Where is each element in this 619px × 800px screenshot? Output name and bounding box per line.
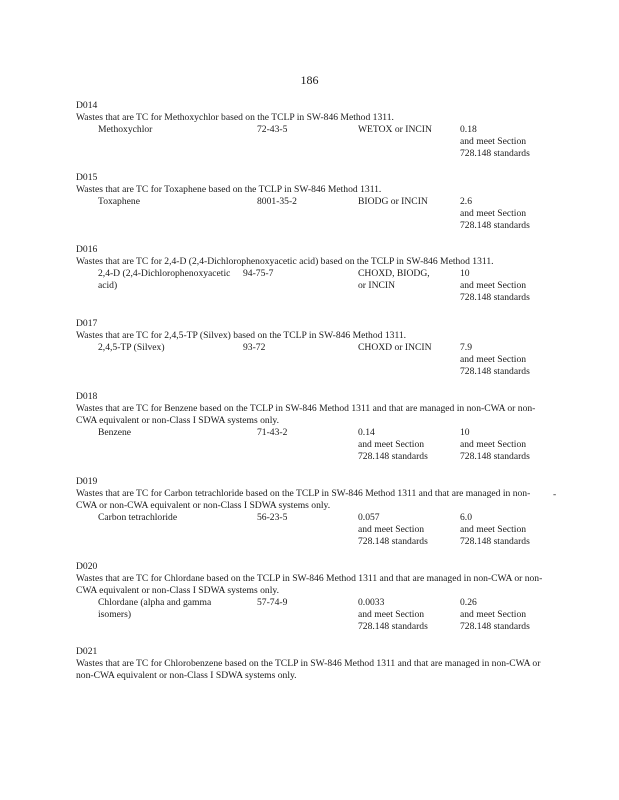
constituent-name: Methoxychlor [98, 124, 153, 135]
waste-entry-d014 [76, 100, 546, 160]
constituent-row [76, 196, 546, 232]
waste-code: D016 [76, 244, 98, 255]
waste-entry-d017 [76, 318, 546, 378]
constituent-name: 2,4,5-TP (Silvex) [98, 342, 165, 353]
nonwastewater-standard: 2.6 and meet Section 728.148 standards [460, 196, 530, 231]
waste-description: Wastes that are TC for Chlorobenzene based on the TCLP in SW-846 Method 1311 and that are managed in non-CWA or non-CWA equivalent or non-Class I SDWA systems only. [76, 658, 541, 681]
cas-number: 8001-35-2 [257, 196, 297, 207]
constituent-row [76, 597, 546, 633]
wastewater-standard: 0.0033 and meet Section 728.148 standards [358, 597, 428, 632]
waste-entry-d021 [76, 646, 546, 682]
nonwastewater-standard: 0.26 and meet Section 728.148 standards [460, 597, 530, 632]
waste-description: Wastes that are TC for Methoxychlor based on the TCLP in SW-846 Method 1311. [76, 112, 394, 123]
constituent-name: Chlordane (alpha and gamma isomers) [98, 597, 212, 620]
waste-entry-d020 [76, 561, 546, 633]
wastewater-standard: CHOXD, BIODG, or INCIN [358, 268, 430, 291]
waste-description: Wastes that are TC for Benzene based on the TCLP in SW-846 Method 1311 and that are managed in non-CWA or non-CWA equivalent or non-Class I SDWA systems only. [76, 403, 536, 426]
cas-number: 57-74-9 [257, 597, 288, 608]
waste-description: Wastes that are TC for 2,4,5-TP (Silvex) based on the TCLP in SW-846 Method 1311. [76, 330, 407, 341]
cas-number: 93-72 [243, 342, 266, 353]
waste-description: Wastes that are TC for Chlordane based on the TCLP in SW-846 Method 1311 and that are managed in non-CWA or non-CWA equivalent or non-Class I SDWA systems only. [76, 573, 543, 596]
waste-entry-d019 [76, 476, 546, 548]
constituent-name: Toxaphene [98, 196, 140, 207]
waste-description: Wastes that are TC for 2,4-D (2,4-Dichlorophenoxyacetic acid) based on the TCLP in SW-846 Method 1311. [76, 256, 494, 267]
cas-number: 94-75-7 [243, 268, 274, 279]
constituent-row [76, 427, 546, 463]
waste-code: D020 [76, 561, 98, 572]
wastewater-standard: BIODG or INCIN [358, 196, 428, 207]
waste-description: Wastes that are TC for Toxaphene based on the TCLP in SW-846 Method 1311. [76, 184, 382, 195]
wastewater-standard: 0.057 and meet Section 728.148 standards [358, 512, 428, 547]
wastewater-standard: WETOX or INCIN [358, 124, 432, 135]
constituent-row [76, 268, 546, 304]
waste-code: D021 [76, 646, 98, 657]
constituent-row [76, 342, 546, 378]
constituent-name: Carbon tetrachloride [98, 512, 178, 523]
waste-code: D014 [76, 100, 98, 111]
waste-code: D017 [76, 318, 98, 329]
cas-number: 72-43-5 [257, 124, 288, 135]
cas-number: 56-23-5 [257, 512, 288, 523]
nonwastewater-standard: 10 and meet Section 728.148 standards [460, 268, 530, 303]
wastewater-standard: CHOXD or INCIN [358, 342, 432, 353]
nonwastewater-standard: 6.0 and meet Section 728.148 standards [460, 512, 530, 547]
constituent-row [76, 124, 546, 160]
page-number: 186 [300, 73, 319, 87]
waste-description: Wastes that are TC for Carbon tetrachloride based on the TCLP in SW-846 Method 1311 and that are managed in non-CWA or non-CWA equivalent or non-Class I SDWA systems only. [76, 488, 531, 511]
constituent-row [76, 512, 546, 548]
nonwastewater-standard: 10 and meet Section 728.148 standards [460, 427, 530, 462]
cas-number: 71-43-2 [257, 427, 288, 438]
waste-code: D015 [76, 172, 98, 183]
nonwastewater-standard: 0.18 and meet Section 728.148 standards [460, 124, 530, 159]
waste-entry-d018 [76, 391, 546, 463]
waste-entry-d015 [76, 172, 546, 232]
waste-code: D019 [76, 476, 98, 487]
constituent-name: 2,4-D (2,4-Dichlorophenoxyacetic acid) [98, 268, 231, 291]
nonwastewater-standard: 7.9 and meet Section 728.148 standards [460, 342, 530, 377]
constituent-name: Benzene [98, 427, 132, 438]
waste-entry-d016 [76, 244, 546, 304]
waste-code: D018 [76, 391, 98, 402]
wastewater-standard: 0.14 and meet Section 728.148 standards [358, 427, 428, 462]
margin-mark: - [553, 489, 557, 500]
